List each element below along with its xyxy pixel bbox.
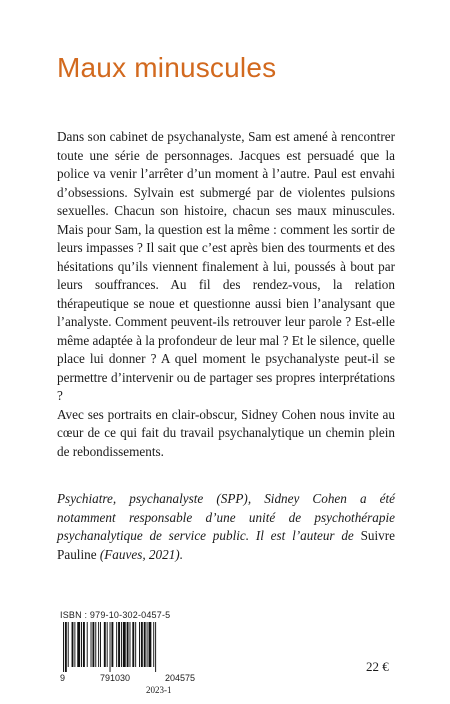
barcode-digits xyxy=(60,673,195,683)
book-title: Maux minuscules xyxy=(57,52,277,83)
barcode-block xyxy=(60,610,195,695)
author-previous-book: Suivre Pauline xyxy=(57,528,395,562)
summary-paragraph: Avec ses portraits en clair-obscur, Sidney Cohen nous invite au cœur de ce qui fait du travail psychanalytique un chemin plein de rebondissements. xyxy=(57,406,395,459)
barcode-digit-group: 791030 xyxy=(99,673,130,683)
isbn-label: ISBN : 979-10-302-0457-5 xyxy=(60,610,171,620)
author-bio-text: Psychiatre, psychanalyste (SPP), Sidney Cohen a été notamment responsable d’une unité de psychothérapie psychanalytique de service public. Il est l’auteur de xyxy=(57,491,395,543)
author-bio xyxy=(57,490,395,564)
barcode-digit-group: 204575 xyxy=(164,673,195,683)
summary-paragraph: Dans son cabinet de psychanalyste, Sam est amené à rencontrer toute une série de personnages. Jacques est persuadé que la police va venir l’arrêter d’un moment à l’autre. Paul est envahi d’obsessions. Sylvain est submergé par de violentes pulsions sexuelles. Chacun son histoire, chacun ses maux minuscules. Mais pour Sam, la question est la même : comment les sortir de leurs impasses ? Il sait que c’est après bien des tourments et des hésitations qu’ils viennent finalement à lui, poussés à bout par leurs souffrances. Au fil des rendez-vous, la relation thérapeutique se noue et questionne aussi bien l’analysant que l’analyste. Comment peuvent-ils retrouver leur parole ? Est-elle même adaptée à la profondeur de leur mal ? Et le silence, quelle place lui donner ? A quel moment le psychanalyste peut-il se permettre d’intervenir ou de partager ses propres interprétations ? xyxy=(57,129,395,403)
barcode-icon xyxy=(60,622,195,672)
barcode-digit-group: 9 xyxy=(60,673,66,683)
price-label: 22 € xyxy=(366,659,389,674)
edition-code: 2023-1 xyxy=(146,685,172,695)
author-bio-publisher: (Fauves, 2021). xyxy=(96,546,183,562)
back-cover-summary xyxy=(57,128,395,461)
